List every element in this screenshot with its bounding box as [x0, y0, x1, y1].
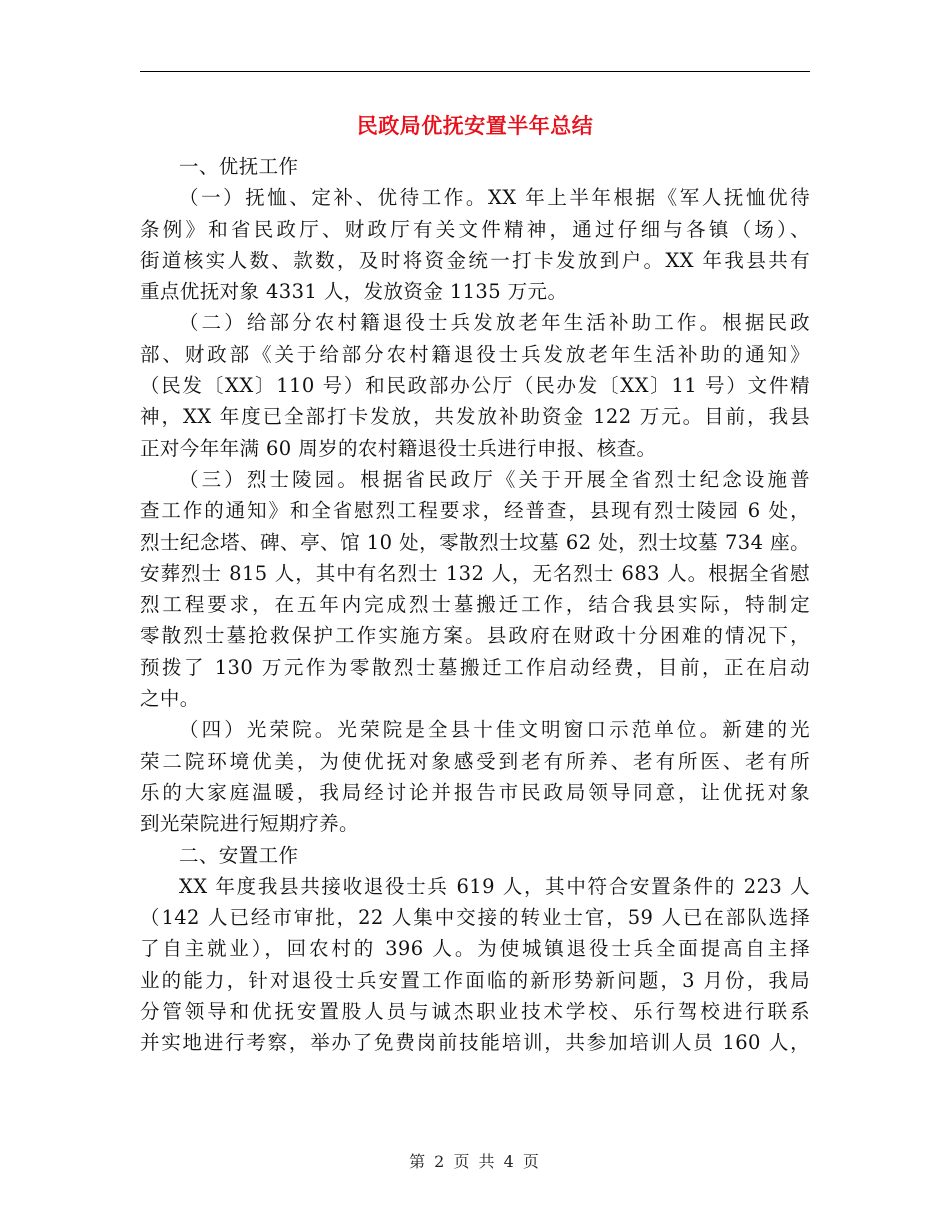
paragraph-line: 查工作的通知》和全省慰烈工程要求，经普查，县现有烈士陵园 6 处，	[140, 499, 810, 523]
paragraph-line: 烈士纪念塔、碑、亭、馆 10 处，零散烈士坟墓 62 处，烈士坟墓 734 座。	[140, 530, 810, 554]
paragraph-line: （二）给部分农村籍退役士兵发放老年生活补助工作。根据民政	[179, 311, 810, 335]
paragraph-line: 预拨了 130 万元作为零散烈士墓搬迁工作启动经费，目前，正在启动	[140, 655, 810, 679]
document-body	[140, 151, 810, 1059]
section-heading: 二、安置工作	[179, 843, 299, 867]
paragraph-line: 乐的大家庭温暖，我局经讨论并报告市民政局领导同意，让优抚对象	[140, 780, 810, 804]
paragraph-line: 部、财政部《关于给部分农村籍退役士兵发放老年生活补助的通知》	[140, 342, 810, 366]
paragraph-line: 街道核实人数、款数，及时将资金统一打卡发放到户。XX 年我县共有	[140, 248, 810, 272]
paragraph-line: 并实地进行考察，举办了免费岗前技能培训，共参加培训人员 160 人，	[140, 1031, 810, 1055]
paragraph-line: 了自主就业），回农村的 396 人。为使城镇退役士兵全面提高自主择	[140, 937, 810, 961]
paragraph-line: 安葬烈士 815 人，其中有名烈士 132 人，无名烈士 683 人。根据全省慰	[140, 561, 810, 585]
paragraph-line: 重点优抚对象 4331 人，发放资金 1135 万元。	[140, 280, 568, 304]
page-number: 第 2 页 共 4 页	[409, 1152, 541, 1171]
paragraph-line: （一）抚恤、定补、优待工作。XX 年上半年根据《军人抚恤优待	[179, 186, 810, 210]
paragraph-line: XX 年度我县共接收退役士兵 619 人，其中符合安置条件的 223 人	[179, 874, 810, 898]
paragraph-line: 条例》和省民政厅、财政厅有关文件精神，通过仔细与各镇（场）、	[140, 217, 810, 241]
section-heading: 一、优抚工作	[179, 155, 299, 178]
paragraph-line: （三）烈士陵园。根据省民政厅《关于开展全省烈士纪念设施普	[179, 467, 810, 491]
document-title: 民政局优抚安置半年总结	[356, 113, 594, 138]
paragraph-line: （四）光荣院。光荣院是全县十佳文明窗口示范单位。新建的光	[179, 718, 810, 742]
paragraph-line: 荣二院环境优美，为使优抚对象感受到老有所养、老有所医、老有所	[140, 749, 810, 773]
paragraph-line: 业的能力，针对退役士兵安置工作面临的新形势新问题，3 月份，我局	[140, 968, 810, 992]
header-rule	[140, 71, 810, 72]
paragraph-line: 神，XX 年度已全部打卡发放，共发放补助资金 122 万元。目前，我县	[140, 405, 810, 429]
paragraph-line: 之中。	[140, 687, 200, 711]
paragraph-line: 分管领导和优抚安置股人员与诚杰职业技术学校、乐行驾校进行联系	[140, 1000, 810, 1024]
paragraph-line: （142 人已经市审批，22 人集中交接的转业士官，59 人已在部队选择	[140, 906, 810, 930]
paragraph-line: （民发〔XX〕110 号）和民政部办公厅（民办发〔XX〕11 号）文件精	[140, 374, 810, 398]
paragraph-line: 零散烈士墓抢救保护工作实施方案。县政府在财政十分困难的情况下，	[140, 624, 810, 648]
paragraph-line: 到光荣院进行短期疗养。	[140, 812, 359, 836]
paragraph-line: 烈工程要求，在五年内完成烈士墓搬迁工作，结合我县实际，特制定	[140, 593, 810, 617]
paragraph-line: 正对今年年满 60 周岁的农村籍退役士兵进行申报、核查。	[140, 436, 657, 460]
